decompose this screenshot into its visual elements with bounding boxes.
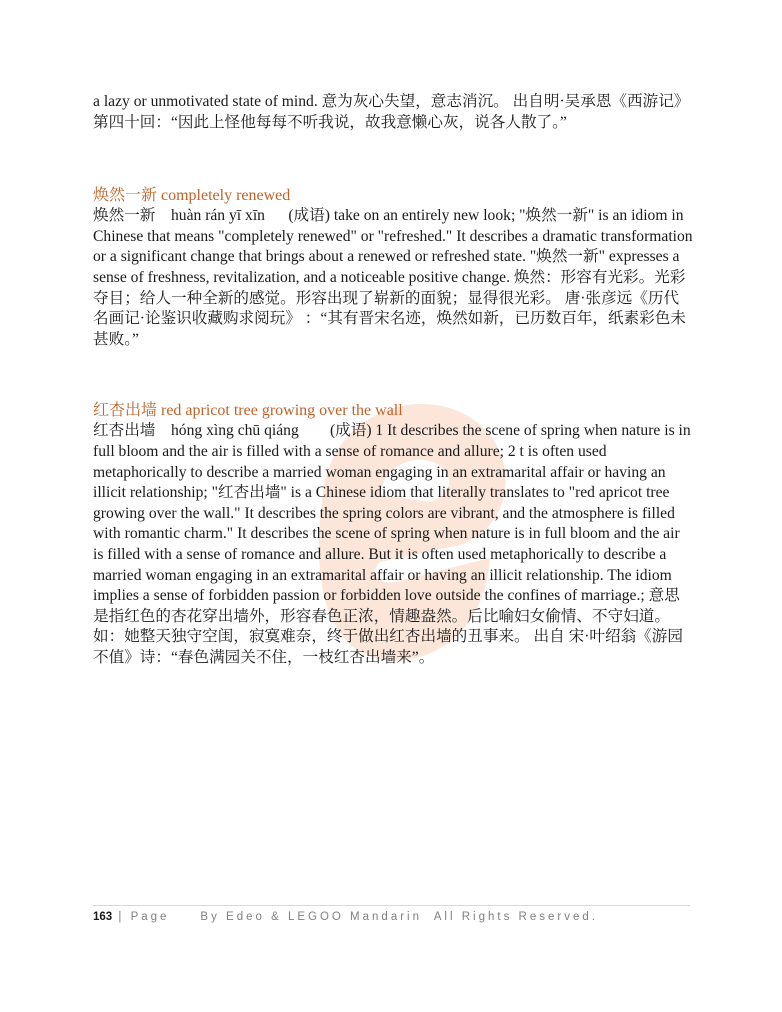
page-label: Page	[130, 911, 170, 923]
entry-pinyin: hóng xìng chū qiáng	[170, 422, 299, 440]
page-footer	[93, 905, 690, 923]
entry-tag: (成语)	[288, 207, 330, 225]
page-number: 163	[93, 911, 113, 923]
footer-credit: By Edeo & LEGOO Mandarin All Rights Reserved.	[200, 911, 598, 923]
entry-headword: 焕然一新	[93, 207, 156, 225]
entry-body	[93, 421, 693, 668]
page-content	[93, 92, 693, 668]
footer-separator: |	[112, 911, 131, 923]
entry-definition: take on an entirely new look; "焕然一新" is an idiom in Chinese that means "completely renewed" or "refreshed." It describes a dramatic transformation or a significant change that brings about a renewed or refreshed state. "焕然一新" expresses a sense of freshness, revitalization, and a noticeable positive change. 焕然：形容有光彩。光彩夺目；给人一种全新的感觉。形容出现了崭新的面貌；显得很光彩。 唐·张彦远《历代名画记·论鉴识收藏购求阅玩》 ：“其有晋宋名迹，焕然如新，已历数百年，纸素彩色未甚败。”	[93, 207, 693, 348]
entry-body	[93, 206, 693, 350]
entry-title: 焕然一新 completely renewed	[93, 187, 291, 205]
entry-title: 红杏出墙 red apricot tree growing over the wall	[93, 402, 403, 420]
entry-definition: 1 It describes the scene of spring when nature is in full bloom and the air is filled with a sense of romance and allure; 2 t is often used metaphorically to describe a married woman engaging in an extramarital affair or having an illicit relationship; "红杏出墙" is a Chinese idiom that literally translates to "red apricot tree growing over the wall." It describes the spring colors are vibrant, and the atmosphere is filled with romantic charm." It describes the scene of spring when nature is in full bloom and the air is filled with a sense of romance and allure. But it is often used metaphorically to describe a married woman engaging in an extramarital affair or having an illicit relationship. The idiom implies a sense of forbidden passion or forbidden love outside the confines of marriage.; 意思是指红色的杏花穿出墙外，形容春色正浓，情趣盎然。后比喻妇女偷情、不守妇道。如：她整天独守空闺，寂寞难奈，终于做出红杏出墙的丑事来。 出自 宋·叶绍翁《游园不值》诗：“春色满园关不住，一枝红杏出墙来”。	[93, 422, 691, 666]
entry-pinyin: huàn rán yī xīn	[170, 207, 265, 225]
entry-continuation: a lazy or unmotivated state of mind. 意为灰心失望，意志消沉。 出自明·吴承恩《西游记》第四十回：“因此上怪他每每不听我说，故我意懒心灰，说各人散了。”	[93, 93, 690, 131]
entry-headword: 红杏出墙	[93, 422, 156, 440]
entry-tag: (成语)	[329, 422, 372, 440]
